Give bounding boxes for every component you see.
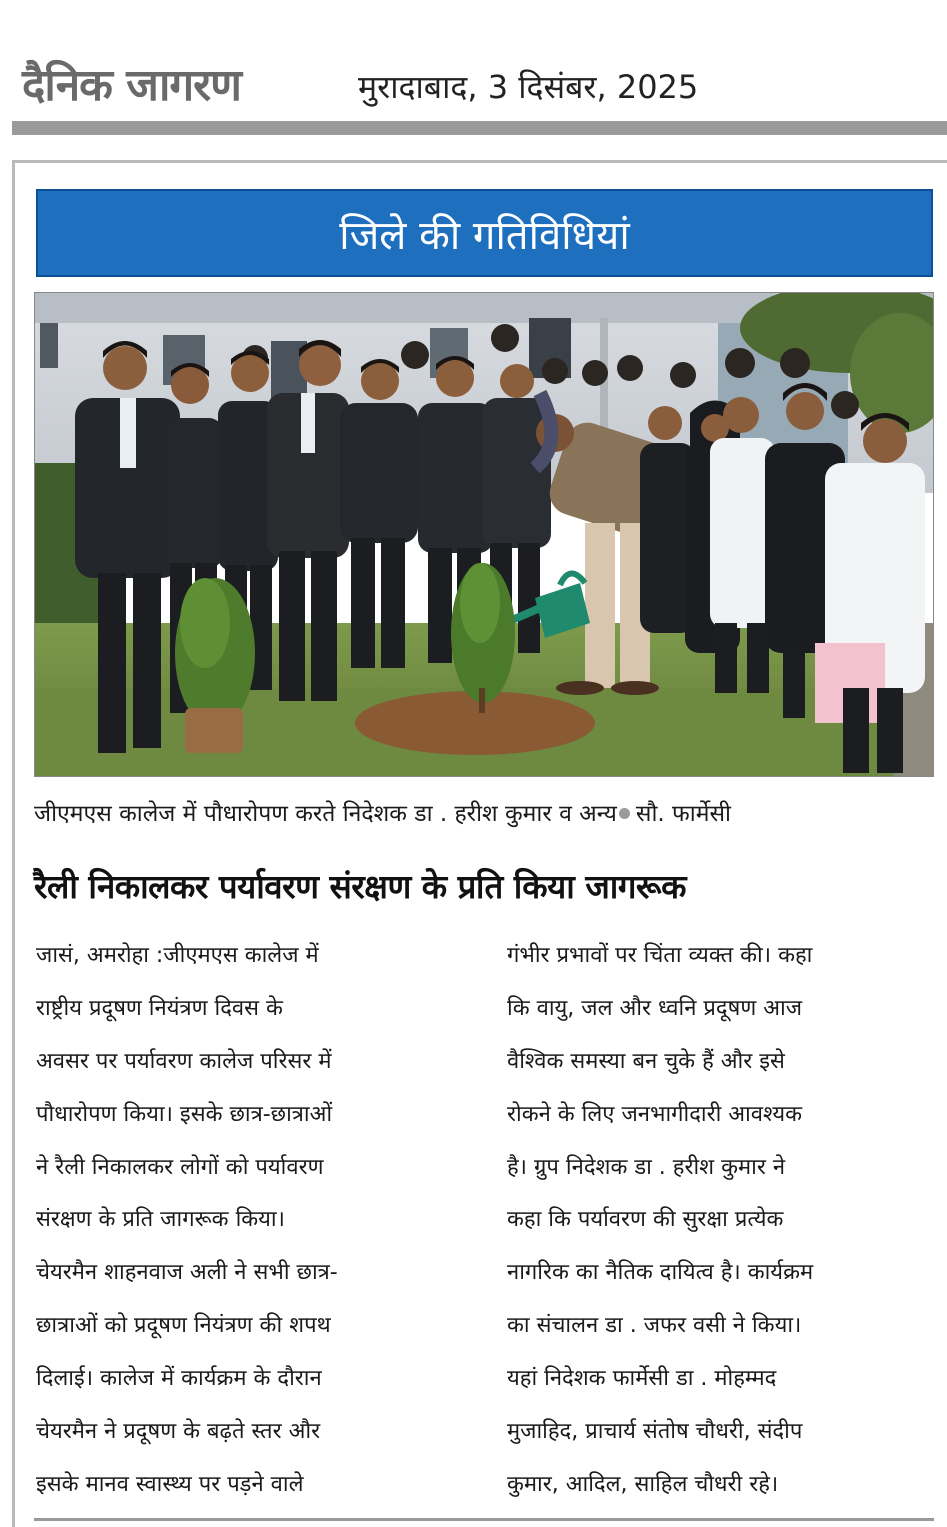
section-title: जिले की गतिविधियां xyxy=(339,212,630,259)
masthead xyxy=(22,56,922,116)
bullet-dot-icon xyxy=(619,808,630,819)
photo-credit: सौ. फार्मेसी xyxy=(635,801,731,827)
masthead-rule xyxy=(12,121,947,135)
article-line: गंभीर प्रभावों पर चिंता व्यक्त की। कहा xyxy=(507,943,813,968)
section-header xyxy=(36,189,933,277)
article-line: ने रैली निकालकर लोगों को पर्यावरण xyxy=(36,1154,324,1180)
article-line: पौधारोपण किया। इसके छात्र-छात्राओं xyxy=(36,1101,333,1127)
article-line: चेयरमैन ने प्रदूषण के बढ़ते स्तर और xyxy=(36,1419,321,1445)
photo-caption xyxy=(34,794,934,834)
article-line: संरक्षण के प्रति जागरूक किया। xyxy=(36,1207,285,1233)
article-line: राष्ट्रीय प्रदूषण नियंत्रण दिवस के xyxy=(36,995,283,1021)
sapling-potted xyxy=(175,578,255,753)
tree-plantation-photo xyxy=(35,293,934,777)
dateline: मुरादाबाद, 3 दिसंबर, 2025 xyxy=(358,68,699,106)
article-line: चेयरमैन शाहनवाज अली ने सभी छात्र- xyxy=(36,1260,338,1286)
article-line: है। ग्रुप निदेशक डा . हरीश कुमार ने xyxy=(507,1154,786,1180)
bottom-rule xyxy=(34,1518,934,1521)
article-column-right xyxy=(507,930,927,1512)
article-line: मुजाहिद, प्राचार्य संतोष चौधरी, संदीप xyxy=(507,1419,803,1445)
article-line: कुमार, आदिल, साहिल चौधरी रहे। xyxy=(507,1471,779,1497)
article-line: कि वायु, जल और ध्वनि प्रदूषण आज xyxy=(507,995,803,1021)
article-line: इसके मानव स्वास्थ्य पर पड़ने वाले xyxy=(36,1471,304,1497)
article-line: छात्राओं को प्रदूषण नियंत्रण की शपथ xyxy=(36,1313,331,1339)
article-line: जासं, अमरोहा :जीएमएस कालेज में xyxy=(36,943,319,968)
article-line: दिलाई। कालेज में कार्यक्रम के दौरान xyxy=(36,1366,322,1392)
news-photo xyxy=(34,292,934,777)
article-column-left xyxy=(36,930,456,1512)
article-line: वैश्विक समस्या बन चुके हैं और इसे xyxy=(507,1048,785,1074)
caption-text: जीएमएस कालेज में पौधारोपण करते निदेशक डा . हरीश कुमार व अन्य xyxy=(34,801,617,827)
article-line: नागरिक का नैतिक दायित्व है। कार्यक्रम xyxy=(507,1260,814,1286)
article-line: का संचालन डा . जफर वसी ने किया। xyxy=(507,1313,802,1339)
article-headline: रैली निकालकर पर्यावरण संरक्षण के प्रति किया जागरूक xyxy=(34,867,686,906)
article-line: कहा कि पर्यावरण की सुरक्षा प्रत्येक xyxy=(507,1207,784,1233)
newspaper-name: दैनिक जागरण xyxy=(22,60,241,111)
person-5 xyxy=(340,359,418,668)
article-line: रोकने के लिए जनभागीदारी आवश्यक xyxy=(507,1101,803,1127)
article-line: अवसर पर पर्यावरण कालेज परिसर में xyxy=(36,1048,332,1074)
article-line: यहां निदेशक फार्मेसी डा . मोहम्मद xyxy=(507,1366,777,1392)
